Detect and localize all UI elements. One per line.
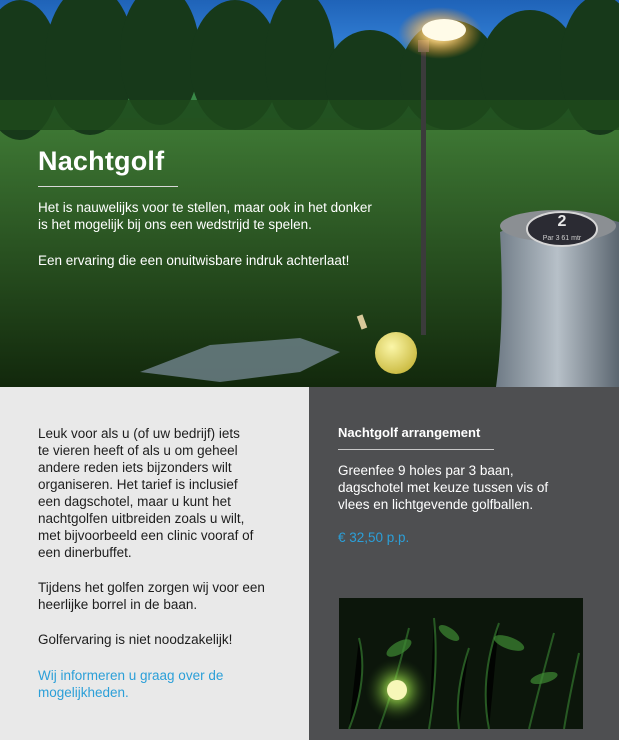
info-panel	[0, 387, 309, 740]
hero-intro-text: Het is nauwelijks voor te stellen, maar ook in het donker is het mogelijk bij ons een wedstrijd te spelen.	[38, 200, 372, 232]
arrangement-price: € 32,50 p.p.	[338, 530, 410, 545]
info-paragraph-experience: Golfervaring is niet noodzakelijk!	[38, 632, 233, 647]
arrangement-description: Greenfee 9 holes par 3 baan, dagschotel met keuze tussen vis of vlees en lichtgevende golfballen.	[338, 463, 549, 512]
arrangement-panel	[309, 387, 619, 740]
arrangement-title: Nachtgolf arrangement	[338, 425, 481, 440]
hero-tagline-text: Een ervaring die een onuitwisbare indruk achterlaat!	[38, 253, 350, 268]
info-paragraph-occasion: Leuk voor als u (of uw bedrijf) iets te vieren heeft of als u om geheel andere reden iets bijzonders wilt organiseren. Het tarief is inclusief een dagschotel, maar u kunt het nachtgolfen uitbreiden zoals u wilt, met bijvoorbeeld een clinic vooraf of een dinerbuffet.	[38, 426, 254, 560]
page-title: Nachtgolf	[38, 146, 165, 176]
info-paragraph-drinks: Tijdens het golfen zorgen wij voor een heerlijke borrel in de baan.	[38, 580, 265, 612]
contact-link[interactable]: Wij informeren u graag over de mogelijkheden.	[38, 668, 224, 700]
glowing-golfball-photo	[339, 598, 583, 729]
hole-marker-number: 2	[557, 213, 567, 230]
arrangement-divider	[338, 449, 494, 450]
hole-marker-text: Par 3 61 mtr	[542, 235, 582, 242]
title-divider	[38, 186, 178, 187]
